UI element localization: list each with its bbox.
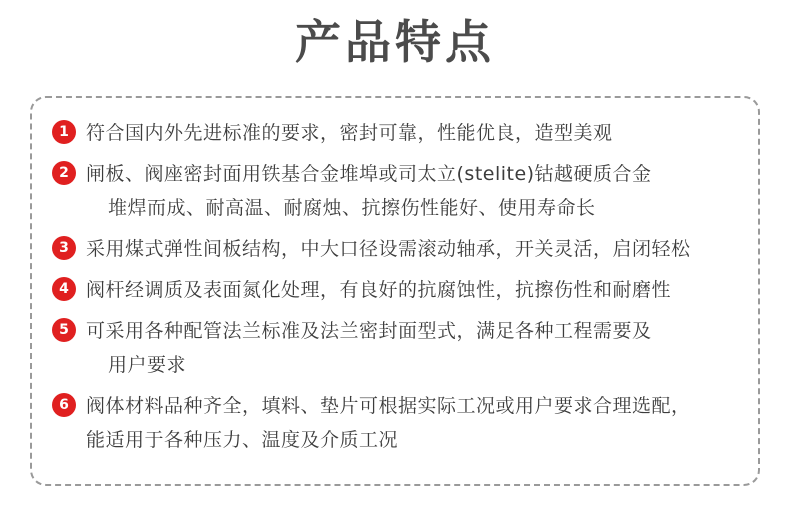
feature-item-5	[52, 314, 738, 382]
feature-text	[86, 232, 738, 266]
page-title: 产品特点	[295, 15, 495, 69]
feature-number-badge: 5	[52, 318, 76, 342]
feature-line: 阀体材料品种齐全，填料、垫片可根据实际工况或用户要求合理选配，	[86, 395, 691, 417]
feature-line: 堆焊而成、耐高温、耐腐烛、抗擦伤性能好、使用寿命长	[108, 197, 596, 219]
feature-text	[86, 273, 738, 307]
feature-text	[86, 314, 738, 382]
feature-number-badge: 2	[52, 161, 76, 185]
feature-line: 采用煤式弹性间板结构，中大口径设需滚动轴承，开关灵活，启闭轻松	[86, 238, 691, 260]
feature-line: 符合国内外先进标准的要求，密封可靠，性能优良，造型美观	[86, 122, 613, 144]
feature-item-1	[52, 116, 738, 150]
feature-line: 可采用各种配管法兰标准及法兰密封面型式，满足各种工程需要及	[86, 320, 652, 342]
feature-number-badge: 3	[52, 236, 76, 260]
feature-item-4	[52, 273, 738, 307]
feature-line: 能适用于各种压力、温度及介质工况	[86, 429, 399, 451]
features-panel	[30, 96, 760, 486]
feature-number-badge: 6	[52, 393, 76, 417]
feature-number-badge: 4	[52, 277, 76, 301]
feature-text	[86, 116, 738, 150]
feature-text	[86, 157, 738, 225]
feature-line: 用户要求	[108, 354, 187, 376]
feature-item-2	[52, 157, 738, 225]
feature-item-6	[52, 389, 738, 457]
feature-text	[86, 389, 738, 457]
feature-line: 阀杆经调质及表面氮化处理，有良好的抗腐蚀性，抗擦伤性和耐磨性	[86, 279, 672, 301]
feature-item-3	[52, 232, 738, 266]
feature-line: 闸板、阀座密封面用铁基合金堆埠或司太立(stelite)钴越硬质合金	[86, 163, 652, 185]
feature-number-badge: 1	[52, 120, 76, 144]
